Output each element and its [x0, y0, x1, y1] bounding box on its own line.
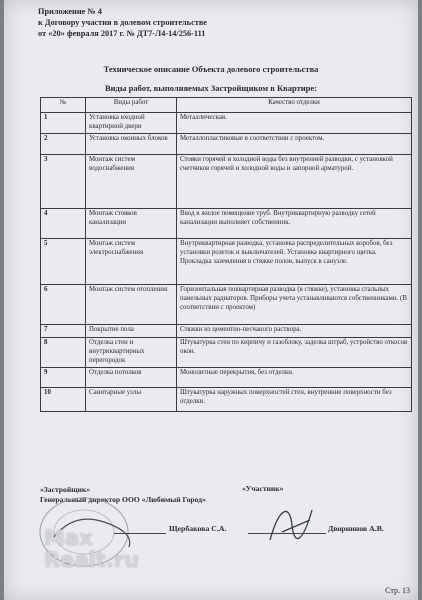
row-quality: Металлопластиковые в соответствии с проектом.	[177, 134, 412, 155]
table-title: Виды работ, выполняемых Застройщиком в Квартире:	[104, 83, 318, 93]
row-quality: Внутриквартирная разводка, установка распределительных коробов, без установки розеток и выключателей. Установка квартирного щитка. Прокладка заземления в стяжке полов, выпуск в санузле.	[177, 239, 412, 285]
participant-name: Дворнинов А.В.	[328, 524, 384, 533]
row-work: Санитарные узлы	[86, 388, 177, 412]
table-row	[41, 209, 412, 239]
appendix-header	[38, 6, 207, 39]
table-row	[41, 239, 412, 285]
row-work: Монтаж систем водоснабжения	[86, 155, 177, 209]
table-row	[41, 368, 412, 388]
row-quality: Штукатурка стен по кирпичу и газоблоку, заделка штраб, устройство откосов окон.	[177, 338, 412, 368]
developer-name: Щербакова С.А.	[169, 524, 227, 533]
row-number: 1	[41, 113, 86, 134]
table-row	[41, 285, 412, 325]
table-row	[41, 325, 412, 338]
table-header-row	[41, 98, 412, 113]
document-page	[4, 0, 418, 600]
row-number: 4	[41, 209, 86, 239]
row-number: 8	[41, 338, 86, 368]
row-quality: Монолитные перекрытия, без отделки.	[177, 368, 412, 388]
developer-role: Генеральный директор ООО «Любимый Город»	[40, 494, 206, 504]
watermark-line2: Realt.ru	[44, 548, 140, 572]
header-quality: Качество отделки	[177, 98, 412, 113]
row-number: 5	[41, 239, 86, 285]
row-quality: Ввод в жилое помещение труб. Внутриквартирную разводку сетей канализации выполняет собственник.	[177, 209, 412, 239]
row-work: Монтаж стояков канализации	[86, 209, 177, 239]
table-row	[41, 134, 412, 155]
row-work: Покрытие пола	[86, 325, 177, 338]
table-row	[41, 388, 412, 412]
header-number: №	[41, 98, 86, 113]
contract-reference: к Договору участия в долевом строительстве	[38, 18, 207, 27]
contract-date-number: от «20» февраля 2017 г. № ДТ7-Л4-14/256-111	[38, 29, 206, 38]
row-number: 3	[41, 155, 86, 209]
row-quality: Стояки горячей и холодной воды без внутренней разводки, с установкой счетчиков горячей и холодной воды и запорной арматурой.	[177, 155, 412, 209]
row-work: Отделка стен и внутриквартирных перегородок	[86, 338, 177, 368]
document-title: Техническое описание Объекта долевого строительства	[103, 64, 319, 74]
row-work: Монтаж систем отопления	[86, 285, 177, 325]
row-quality: Горизонтальная поквартирная разводка (в стяжке), установка стальных панельных радиаторов. Приборы учета устанавливаются собственниками. (В соответствии с проектом)	[177, 285, 412, 325]
table-row	[41, 155, 412, 209]
table-row	[41, 113, 412, 134]
row-work: Отделка потолков	[86, 368, 177, 388]
row-number: 10	[41, 388, 86, 412]
row-work: Установка входной квартирной двери	[86, 113, 177, 134]
row-quality: Штукатурка наружных поверхностей стен, внутренние поверхности без отделки.	[177, 388, 412, 412]
participant-signature-line	[248, 533, 326, 534]
row-number: 6	[41, 285, 86, 325]
works-table	[40, 97, 412, 412]
row-quality: Металлическая.	[177, 113, 412, 134]
row-quality: Стяжки из цементно-песчаного раствора.	[177, 325, 412, 338]
row-number: 7	[41, 325, 86, 338]
developer-label: «Застройщик»	[40, 485, 91, 494]
appendix-number: Приложение № 4	[38, 7, 102, 16]
row-number: 9	[41, 368, 86, 388]
table-row	[41, 338, 412, 368]
page-number: Стр. 13	[385, 586, 410, 595]
participant-signature-icon	[262, 500, 322, 550]
row-work: Установка оконных блоков	[86, 134, 177, 155]
watermark-line1: Max	[44, 526, 93, 550]
header-work-type: Виды работ	[86, 98, 177, 113]
site-watermark	[44, 527, 139, 571]
row-number: 2	[41, 134, 86, 155]
participant-label: «Участник»	[242, 484, 284, 493]
row-work: Монтаж систем электроснабжения	[86, 239, 177, 285]
